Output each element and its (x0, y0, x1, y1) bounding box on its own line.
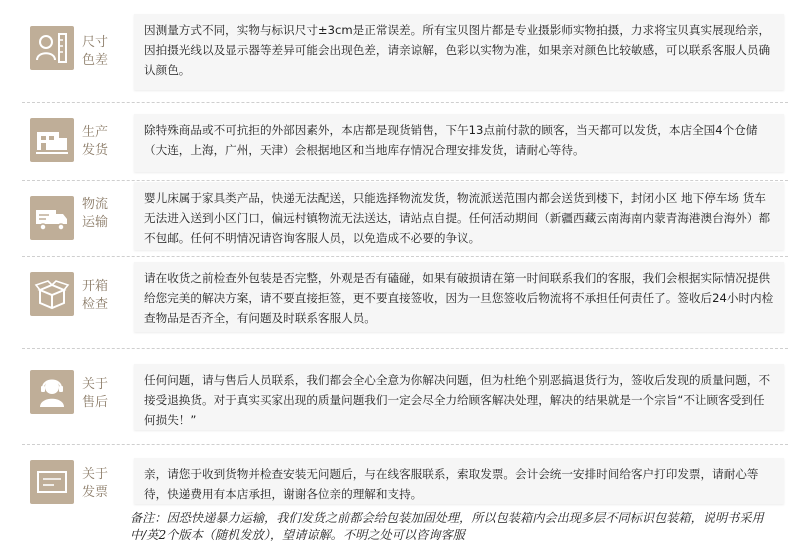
factory-icon (30, 118, 74, 162)
invoice-icon (30, 460, 74, 504)
section-label: 开箱 检查 (82, 279, 109, 312)
open-box-icon (30, 272, 74, 316)
person-ruler-icon (30, 26, 74, 70)
divider (22, 348, 788, 349)
divider (22, 256, 788, 257)
section-text: 亲，请您于收到货物并检查安装无问题后，与在线客服联系，索取发票。会计会统一安排时间给客户打印发票，请耐心等待，快递费用有本店承担，谢谢各位亲的理解和支持。 (134, 458, 784, 504)
section-label: 尺寸 色差 (82, 35, 109, 68)
section-label: 关于 发票 (82, 467, 109, 500)
section-label: 物流 运输 (82, 197, 109, 230)
section-label: 关于 售后 (82, 377, 109, 410)
section-text: 任何问题，请与售后人员联系，我们都会全心全意为你解决问题，但为杜绝个别恶搞退货行为，签收后发现的质量问题，不接受退换货。对于真实买家出现的质量问题我们一定会尽全力给顾客解决处理，解决的结果就是一个宗旨“不让顾客受到任何损失！” (134, 364, 784, 430)
section-label: 生产 发货 (82, 125, 109, 158)
section-text: 请在收货之前检查外包装是否完整，外观是否有磕碰，如果有破损请在第一时间联系我们的客服，我们会根据实际情况提供给您完美的解决方案，请不要直接拒签，更不要直接签收，因为一旦您签收后物流将不承担任何责任了。签收后24小时内检查物品是否齐全，有问题及时联系客服人员。 (134, 262, 784, 332)
truck-icon (30, 196, 74, 240)
section-text: 因测量方式不同，实物与标识尺寸±3cm是正常误差。所有宝贝图片都是专业摄影师实物拍摄，力求将宝贝真实展现给亲，因拍摄光线以及显示器等差异可能会出现色差，请亲谅解，色彩以实物为准，如果亲对颜色比较敏感，可以联系客服人员确认颜色。 (134, 14, 784, 90)
divider (22, 102, 788, 103)
section-text: 婴儿床属于家具类产品，快递无法配送，只能选择物流发货，物流派送范围内都会送货到楼下，封闭小区 地下停车场 货车无法进入送到小区门口，偏远村镇物流无法送达，请站点自提。任何活动期间（新疆西藏云南海南内蒙青海港澳台海外）都不包邮。任何不明情况请咨询客服人员，以免造成不必要的争议。 (134, 182, 784, 250)
divider (22, 444, 788, 445)
footer-note: 备注：因恐快递暴力运输，我们发货之前都会给包装加固处理，所以包装箱内会出现多层不同标识包装箱，说明书采用中/英2个版本（随机发放），望请谅解。不明之处可以咨询客服 (130, 511, 764, 541)
customer-service-icon (30, 370, 74, 414)
section-text: 除特殊商品或不可抗拒的外部因素外，本店都是现货销售，下午13点前付款的顾客，当天都可以发货，本店全国4个仓储（大连，上海，广州，天津）会根据地区和当地库存情况合理安排发货，请耐心等待。 (134, 114, 784, 172)
divider (22, 180, 788, 181)
